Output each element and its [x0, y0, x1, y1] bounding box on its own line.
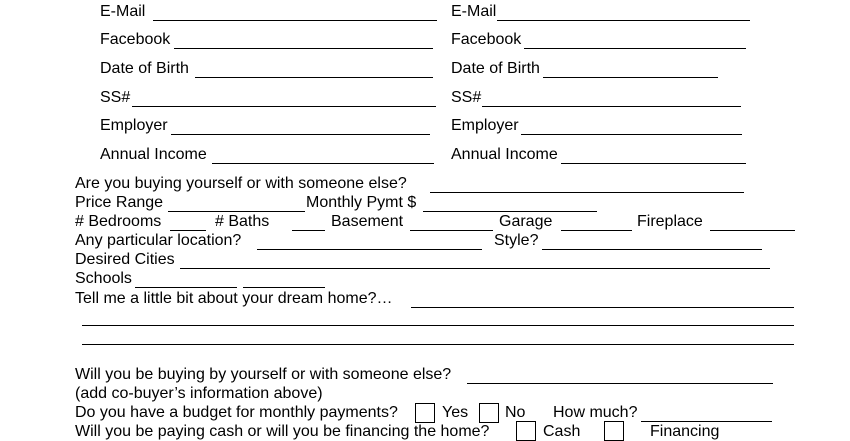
- basement-label: Basement: [331, 213, 404, 230]
- buyer-email-label: E-Mail: [100, 3, 146, 20]
- baths-label: # Baths: [215, 213, 270, 230]
- location-field[interactable]: [257, 231, 482, 250]
- monthly-pymt-field[interactable]: [423, 193, 597, 212]
- bedrooms-field[interactable]: [170, 212, 206, 231]
- dream-home-field-2[interactable]: [82, 307, 794, 326]
- price-range-label: Price Range: [75, 194, 164, 211]
- buyer-employer-label: Employer: [100, 117, 168, 134]
- buyer-employer-field[interactable]: [171, 116, 430, 135]
- dream-home-field-3[interactable]: [82, 326, 794, 345]
- buying-by-label: Will you be buying by yourself or with someone else?: [75, 366, 452, 383]
- cash-checkbox[interactable]: [516, 421, 536, 441]
- cobuyer-employer-field[interactable]: [521, 116, 742, 135]
- desired-cities-field[interactable]: [180, 250, 770, 269]
- monthly-pymt-label: Monthly Pymt $: [306, 194, 417, 211]
- cash-label: Cash: [543, 423, 581, 440]
- buyer-ssn-field[interactable]: [132, 88, 436, 107]
- dream-home-field-1[interactable]: [411, 289, 794, 308]
- financing-checkbox[interactable]: [604, 421, 624, 441]
- location-label: Any particular location?: [75, 232, 242, 249]
- style-field[interactable]: [542, 231, 762, 250]
- buyer-facebook-field[interactable]: [174, 30, 433, 49]
- dream-home-label: Tell me a little bit about your dream home?…: [75, 290, 393, 307]
- cash-or-finance-label: Will you be paying cash or will you be financing the home?: [75, 423, 490, 440]
- budget-no-label: No: [505, 404, 526, 421]
- cobuyer-email-field[interactable]: [497, 2, 750, 21]
- schools-label: Schools: [75, 270, 132, 287]
- schools-field-1[interactable]: [135, 269, 237, 288]
- cobuyer-facebook-field[interactable]: [524, 30, 746, 49]
- basement-field[interactable]: [410, 212, 493, 231]
- buyer-income-label: Annual Income: [100, 146, 207, 163]
- buying-by-field[interactable]: [467, 365, 773, 384]
- buyer-email-field[interactable]: [153, 2, 437, 21]
- buyer-income-field[interactable]: [212, 145, 434, 164]
- cobuyer-employer-label: Employer: [451, 117, 519, 134]
- budget-no-checkbox[interactable]: [479, 403, 499, 423]
- financing-label: Financing: [650, 423, 720, 440]
- cobuyer-email-label: E-Mail: [451, 3, 497, 20]
- budget-yes-checkbox[interactable]: [415, 403, 435, 423]
- buying-with-label: Are you buying yourself or with someone else?: [75, 175, 407, 192]
- cobuyer-ssn-field[interactable]: [482, 88, 741, 107]
- buyer-facebook-label: Facebook: [100, 31, 171, 48]
- how-much-label: How much?: [553, 404, 638, 421]
- garage-label: Garage: [499, 213, 553, 230]
- bedrooms-label: # Bedrooms: [75, 213, 162, 230]
- how-much-field[interactable]: [641, 403, 772, 422]
- buyer-dob-label: Date of Birth: [100, 60, 189, 77]
- baths-field[interactable]: [292, 212, 325, 231]
- cobuyer-ssn-label: SS#: [451, 89, 482, 106]
- buying-with-field[interactable]: [430, 174, 744, 193]
- fireplace-field[interactable]: [710, 212, 795, 231]
- garage-field[interactable]: [561, 212, 632, 231]
- cobuyer-income-label: Annual Income: [451, 146, 558, 163]
- cobuyer-facebook-label: Facebook: [451, 31, 522, 48]
- price-range-field[interactable]: [168, 193, 305, 212]
- buyer-ssn-label: SS#: [100, 89, 131, 106]
- buyer-dob-field[interactable]: [195, 59, 433, 78]
- cobuyer-income-field[interactable]: [561, 145, 746, 164]
- schools-field-2[interactable]: [243, 269, 325, 288]
- budget-yes-label: Yes: [442, 404, 469, 421]
- budget-label: Do you have a budget for monthly payments?: [75, 404, 398, 421]
- cobuyer-dob-field[interactable]: [543, 59, 718, 78]
- desired-cities-label: Desired Cities: [75, 251, 175, 268]
- add-cobuyer-note: (add co-buyer’s information above): [75, 385, 323, 402]
- cobuyer-dob-label: Date of Birth: [451, 60, 540, 77]
- style-label: Style?: [494, 232, 539, 249]
- fireplace-label: Fireplace: [637, 213, 703, 230]
